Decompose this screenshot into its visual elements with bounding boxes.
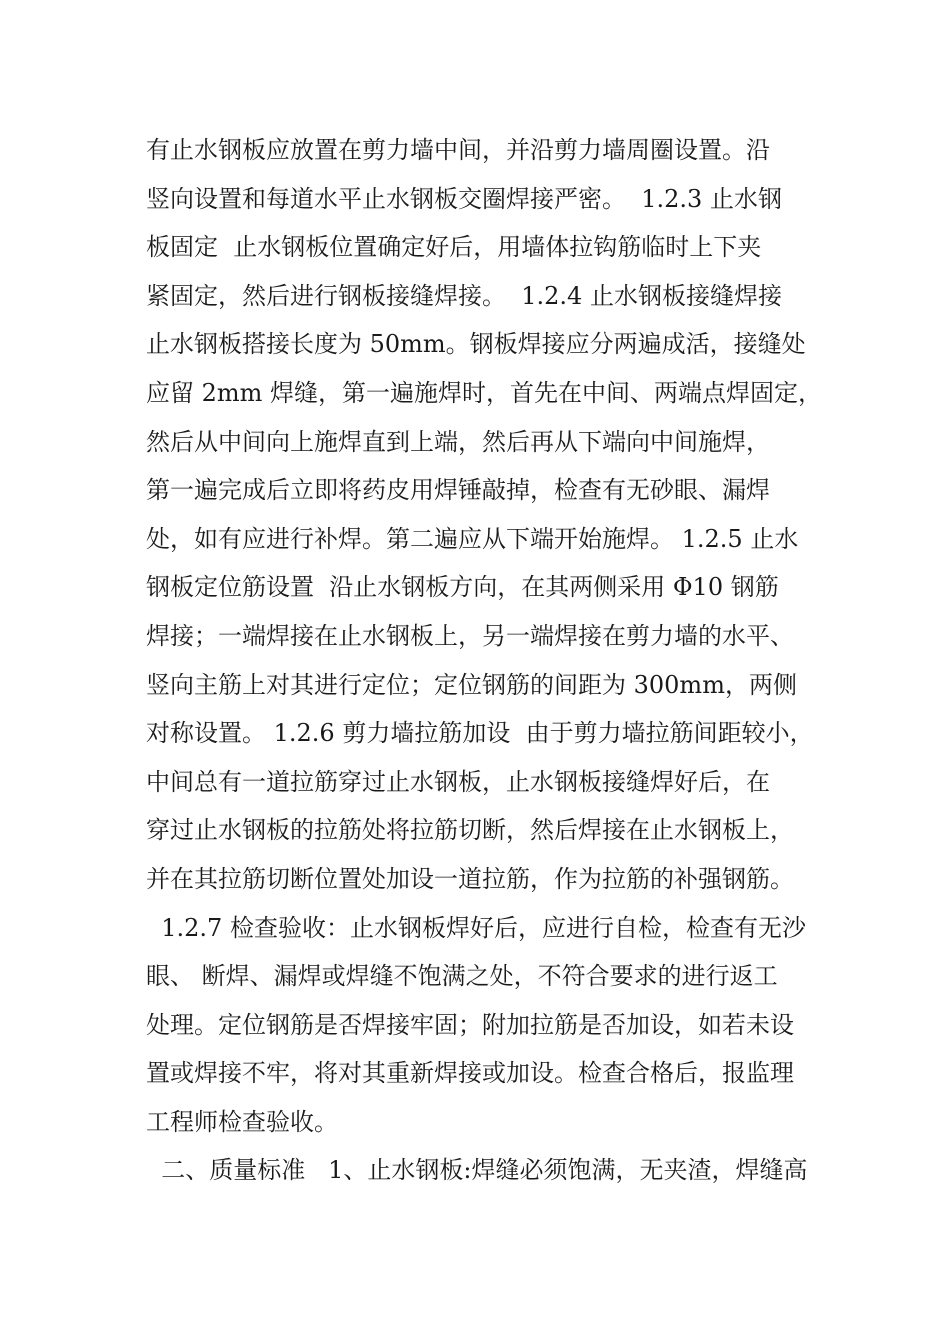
text-line-7: 然后从中间向上施焊直到上端，然后再从下端向中间施焊， [146, 427, 770, 456]
text-line-22: 二、质量标准 1、止水钢板:焊缝必须饱满，无夹渣，焊缝高 [146, 1156, 808, 1185]
text-line-4: 紧固定，然后进行钢板接缝焊接。 1.2.4 止水钢板接缝焊接 [146, 281, 782, 310]
text-line-10: 钢板定位筋设置 沿止水钢板方向，在其两侧采用 Φ10 钢筋 [146, 573, 779, 602]
text-line-21: 工程师检查验收。 [146, 1107, 338, 1136]
text-line-20: 置或焊接不牢，将对其重新焊接或加设。检查合格后，报监理 [146, 1059, 794, 1088]
text-line-12: 竖向主筋上对其进行定位；定位钢筋的间距为 300mm，两侧 [146, 670, 797, 699]
text-line-18: 眼、 断焊、漏焊或焊缝不饱满之处，不符合要求的进行返工 [146, 962, 778, 991]
text-line-19: 处理。定位钢筋是否焊接牢固；附加拉筋是否加设，如若未设 [146, 1010, 794, 1039]
text-line-2: 竖向设置和每道水平止水钢板交圈焊接严密。 1.2.3 止水钢 [146, 184, 782, 213]
text-line-1: 有止水钢板应放置在剪力墙中间，并沿剪力墙周圈设置。沿 [146, 136, 770, 164]
text-line-16: 并在其拉筋切断位置处加设一道拉筋，作为拉筋的补强钢筋。 [146, 864, 794, 893]
text-line-14: 中间总有一道拉筋穿过止水钢板，止水钢板接缝焊好后，在 [146, 767, 770, 796]
text-line-15: 穿过止水钢板的拉筋处将拉筋切断，然后焊接在止水钢板上， [146, 816, 794, 845]
text-line-13: 对称设置。 1.2.6 剪力墙拉筋加设 由于剪力墙拉筋间距较小， [146, 719, 814, 748]
text-line-8: 第一遍完成后立即将药皮用焊锤敲掉，检查有无砂眼、漏焊 [146, 476, 770, 505]
text-line-17: 1.2.7 检查验收：止水钢板焊好后，应进行自检，检查有无沙 [146, 913, 806, 942]
text-line-3: 板固定 止水钢板位置确定好后，用墙体拉钩筋临时上下夹 [146, 233, 762, 262]
text-line-6: 应留 2mm 焊缝，第一遍施焊时，首先在中间、两端点焊固定， [146, 378, 823, 407]
text-line-5: 止水钢板搭接长度为 50mm。钢板焊接应分两遍成活，接缝处 [146, 330, 806, 359]
text-line-11: 焊接；一端焊接在止水钢板上，另一端焊接在剪力墙的水平、 [146, 621, 794, 650]
text-line-9: 处，如有应进行补焊。第二遍应从下端开始施焊。 1.2.5 止水 [146, 524, 799, 553]
body-text [146, 126, 826, 1195]
